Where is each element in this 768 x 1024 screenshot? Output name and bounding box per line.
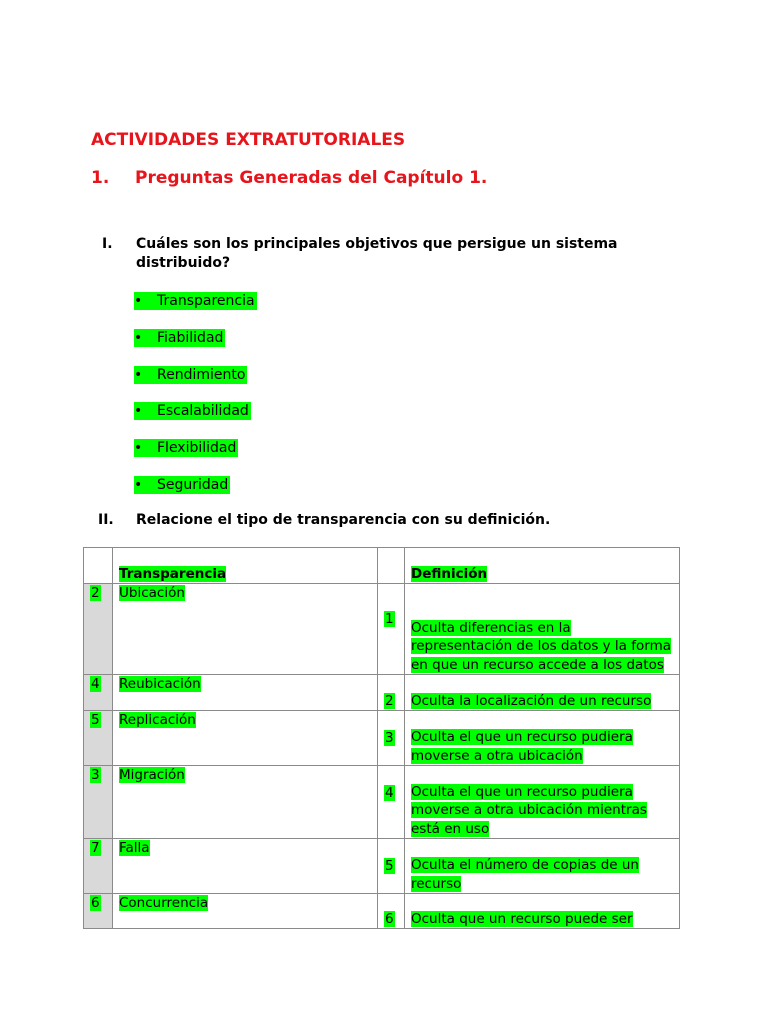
- table-cell: [378, 766, 405, 839]
- transparency-label: Replicación: [119, 712, 196, 728]
- table-cell: [84, 548, 113, 584]
- table-cell: [378, 548, 405, 584]
- answer-number: 4: [91, 676, 100, 692]
- definition-text: Oculta el que un recurso pudiera moverse a otra ubicación mientras está en uso: [411, 783, 647, 837]
- answer-number: 5: [91, 712, 100, 728]
- transparency-label: Migración: [119, 767, 185, 783]
- table-cell: [84, 711, 113, 766]
- bullet-icon: •: [134, 366, 157, 384]
- table-cell: [405, 711, 680, 766]
- bullet-icon: •: [134, 292, 157, 310]
- list-item: [134, 476, 230, 494]
- definition-text: Oculta el número de copias de un recurso: [411, 857, 639, 892]
- answer-number: 7: [91, 840, 100, 856]
- question-1-text: [136, 235, 618, 273]
- transparency-label: Concurrencia: [119, 895, 209, 911]
- table-cell: [84, 839, 113, 894]
- bullet-icon: •: [134, 402, 157, 420]
- definition-number: 4: [385, 784, 394, 801]
- list-item: [134, 439, 238, 457]
- document-heading: ACTIVIDADES EXTRATUTORIALES: [91, 130, 406, 150]
- table-cell: [113, 584, 378, 675]
- answer-number: 3: [91, 767, 100, 783]
- list-item-label: Fiabilidad: [157, 330, 224, 346]
- transparency-label: Ubicación: [119, 585, 185, 601]
- table-cell: [84, 675, 113, 711]
- header-definicion: Definición: [411, 565, 488, 582]
- table-header-row: [84, 548, 680, 584]
- table-cell: [113, 894, 378, 929]
- list-item: [134, 329, 225, 347]
- table-cell: [405, 584, 680, 675]
- table-header-cell: [113, 548, 378, 584]
- list-item-label: Flexibilidad: [157, 440, 237, 456]
- transparency-label: Reubicación: [119, 676, 201, 692]
- definition-number: 3: [385, 729, 394, 746]
- table-cell: [378, 584, 405, 675]
- definition-number: 2: [385, 692, 394, 709]
- definition-number: 6: [385, 910, 394, 927]
- answer-number: 2: [91, 585, 100, 601]
- section-title: Preguntas Generadas del Capítulo 1.: [135, 168, 488, 188]
- question-2-text: Relacione el tipo de transparencia con su definición.: [136, 512, 551, 528]
- table-cell: [405, 894, 680, 929]
- table-cell: [113, 675, 378, 711]
- bullet-icon: •: [134, 439, 157, 457]
- table-header-cell: [405, 548, 680, 584]
- table-row: [84, 766, 680, 839]
- definition-text: Oculta diferencias en la representación de los datos y la forma en que un recurso accede a los datos: [411, 619, 671, 673]
- question-1-line1: Cuáles son los principales objetivos que persigue un sistema: [136, 236, 618, 252]
- table-cell: [378, 894, 405, 929]
- list-item-label: Seguridad: [157, 477, 229, 493]
- list-item-label: Rendimiento: [157, 367, 246, 383]
- transparency-label: Falla: [119, 840, 150, 856]
- question-1-number: I.: [102, 236, 113, 252]
- list-item: [134, 292, 257, 310]
- definition-text: Oculta que un recurso puede ser: [411, 910, 633, 927]
- definition-number: 1: [385, 610, 394, 627]
- table-cell: [84, 894, 113, 929]
- table-cell: [84, 766, 113, 839]
- section-number: 1.: [91, 168, 110, 188]
- question-1-line2: distribuido?: [136, 255, 231, 271]
- definition-text: Oculta el que un recurso pudiera moverse a otra ubicación: [411, 729, 633, 764]
- table-cell: [378, 711, 405, 766]
- table-cell: [378, 839, 405, 894]
- table-row: [84, 675, 680, 711]
- table-cell: [113, 839, 378, 894]
- answer-number: 6: [91, 895, 100, 911]
- table-cell: [113, 711, 378, 766]
- bullet-icon: •: [134, 329, 157, 347]
- definition-number: 5: [385, 857, 394, 874]
- header-transparencia: Transparencia: [119, 565, 227, 582]
- list-item-label: Escalabilidad: [157, 403, 249, 419]
- table-row: [84, 584, 680, 675]
- table-cell: [113, 766, 378, 839]
- table-cell: [84, 584, 113, 675]
- list-item-label: Transparencia: [157, 293, 255, 309]
- definition-text: Oculta la localización de un recurso: [411, 692, 652, 709]
- table-cell: [378, 675, 405, 711]
- list-item: [134, 366, 247, 384]
- table-cell: [405, 675, 680, 711]
- list-item: [134, 402, 251, 420]
- table-cell: [405, 839, 680, 894]
- table-row: [84, 711, 680, 766]
- matching-table: [83, 547, 680, 929]
- bullet-icon: •: [134, 476, 157, 494]
- question-2-number: II.: [98, 512, 114, 528]
- table-row: [84, 894, 680, 929]
- table-row: [84, 839, 680, 894]
- table-cell: [405, 766, 680, 839]
